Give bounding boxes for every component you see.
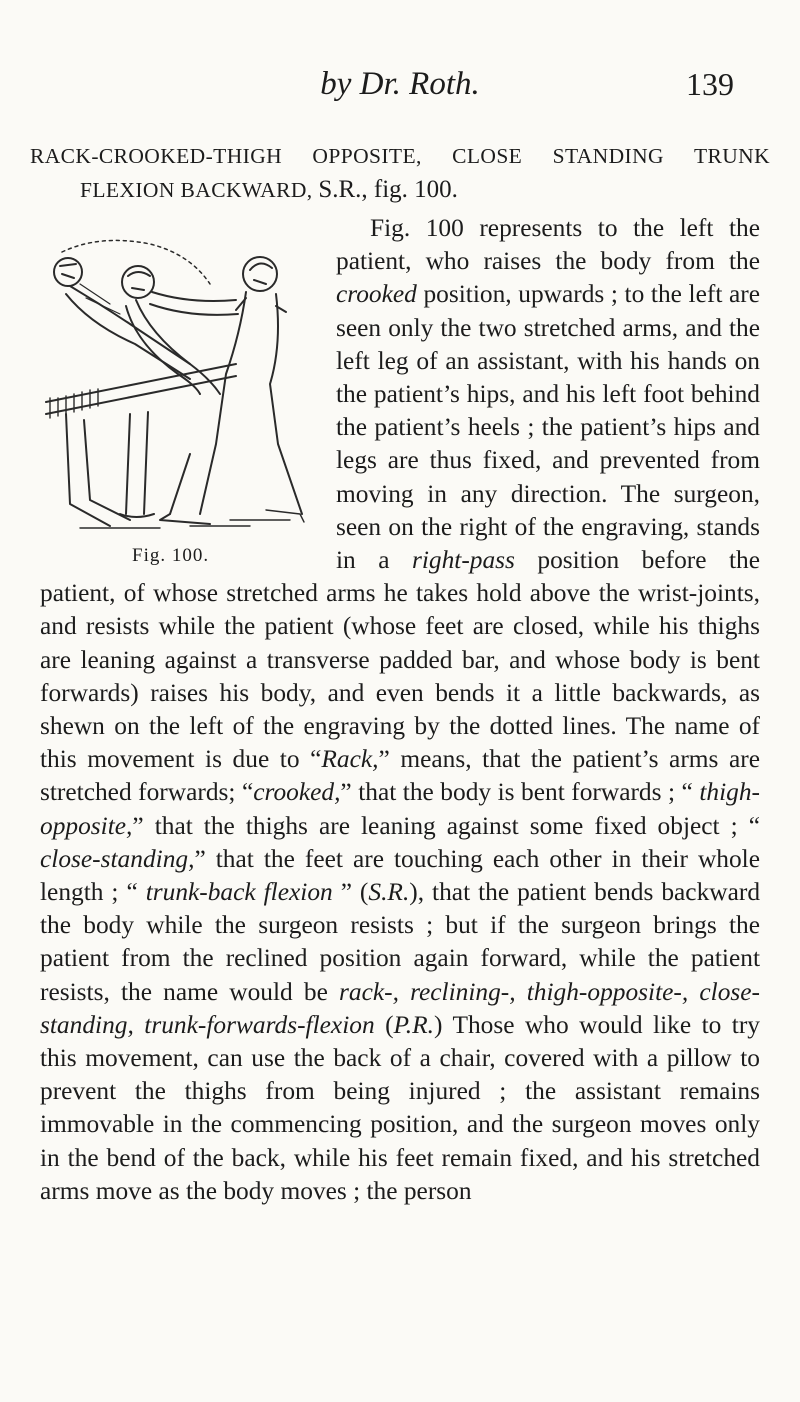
text-run: ” that the feet are touching each other in their whole length ; “ [40,844,760,907]
italic-run: S.R. [368,878,410,907]
italic-run: thigh-opposite, [40,778,760,840]
text-run: ( [374,1010,394,1039]
italic-run: right-pass [411,546,515,575]
body-text [40,212,760,1208]
text-run: ” that the body is bent forwards ; “ [340,778,700,807]
paragraph [40,212,760,1208]
italic-run: crooked, [253,778,341,807]
section-heading-line1: RACK-CROOKED-THIGH OPPOSITE, CLOSE STANDING TRUNK [30,144,770,168]
section-heading-line2 [30,173,770,207]
italic-run: Rack, [321,745,379,774]
italic-run: rack-, reclining-, thigh-opposite-, close-standing, trunk-forwards-flexion [40,977,760,1039]
running-head [66,66,734,106]
italic-run: crooked [336,280,417,309]
italic-run: trunk-back flexion [145,878,333,907]
text-run: ” ( [332,878,369,907]
text-run: Fig. 100 represents to the left the patient, who raises the body from the [336,214,760,276]
page-number: 139 [686,66,734,102]
italic-run: P.R. [393,1010,434,1039]
figure-100 [32,214,322,566]
section-heading-line2-text: FLEXION BACKWARD, [80,178,319,202]
text-run: ) Those who would like to try this movement, can use the back of a chair, covered with a pillow to prevent the thighs from being injured ; the assistant remains immovable in the commencing position, and the surgeon moves only in the bend of the back, while his feet remain fixed, and his stretched arms move as the body moves ; the person [40,1010,760,1205]
figure-caption: Fig. 100. [132,545,210,566]
section-heading [30,140,770,207]
engraving-illustration [40,214,322,536]
text-run: position before the patient, of whose stretched arms he takes hold above the wrist-joints, and resists while the patient (whose feet are closed, while his thighs are leaning against a transverse padded bar, and whose body is bent forwards) raises his body, and even bends it a little backwards, as shewn on the left of the engraving by the dotted lines. The name of this movement is due to “ [40,546,760,774]
running-head-title: by Dr. Roth. [320,66,480,102]
italic-run: close-standing, [40,844,195,873]
text-run: ” that the thighs are leaning against some fixed object ; “ [132,811,760,840]
text-run: ), that the patient bends backward the body while the surgeon resists ; but if the surgeon brings the patient from the reclined position again forward, while the patient resists, the name would be [40,878,761,1006]
section-heading-ref: S.R., fig. 100. [318,176,458,203]
text-run: ” means, that the patient’s arms are stretched forwards; “ [40,745,760,807]
text-run: position, upwards ; to the left are seen only the two stretched arms, and the left leg of an assistant, with his hands on the patient’s hips, and his left foot behind the patient’s heels ; the patient’s hips and legs are thus fixed, and prevented from moving in any direction. The surgeon, seen on the right of the engraving, stands in a [336,280,760,575]
